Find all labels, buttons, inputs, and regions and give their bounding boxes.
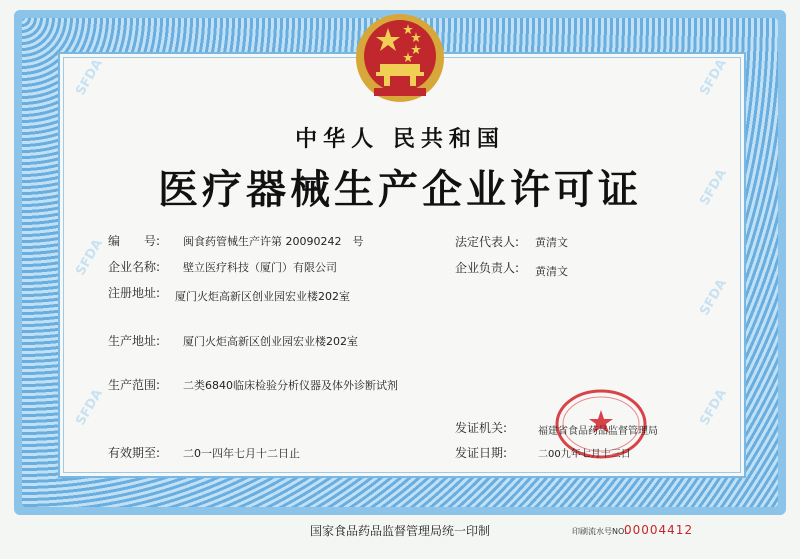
watermark-text: SFDA bbox=[73, 56, 106, 99]
production-address-value: 厦门火炬高新区创业园宏业楼202室 bbox=[183, 335, 358, 348]
country-title: 中华人 民共和国 bbox=[295, 127, 505, 152]
legal-representative-label: 法定代表人: bbox=[455, 235, 520, 249]
production-address-label: 生产地址: bbox=[108, 334, 161, 348]
issuing-authority-value: 福建省食品药品监督管理局 bbox=[538, 426, 658, 437]
enterprise-manager-label: 企业负责人: bbox=[455, 261, 520, 275]
issuing-authority-label: 发证机关: bbox=[455, 421, 508, 435]
valid-until-label: 有效期至: bbox=[108, 446, 161, 460]
watermark-text: SFDA bbox=[73, 386, 106, 429]
valid-until-value: 二0一四年七月十二日止 bbox=[183, 447, 300, 460]
national-emblem-icon bbox=[352, 8, 448, 108]
enterprise-manager-value: 黄清文 bbox=[535, 265, 568, 278]
watermark-text: SFDA bbox=[697, 56, 730, 99]
registered-address-label: 注册地址: bbox=[108, 286, 161, 300]
watermark-text: SFDA bbox=[697, 386, 730, 429]
production-scope-label: 生产范围: bbox=[108, 378, 161, 392]
certificate-title: 医疗器械生产企业许可证 bbox=[158, 167, 642, 213]
company-label: 企业名称: bbox=[108, 260, 161, 274]
number-value: 闽食药管械生产许第 20090242 号 bbox=[183, 235, 364, 248]
issue-date-value: 二00九年七月十三日 bbox=[538, 449, 631, 460]
printing-authority: 国家食品药品监督管理局统一印制 bbox=[309, 524, 490, 538]
number-label: 编 号: bbox=[108, 234, 161, 248]
watermark-text: SFDA bbox=[697, 276, 730, 319]
legal-representative-value: 黄清文 bbox=[535, 236, 568, 249]
registered-address-value: 厦门火炬高新区创业园宏业楼202室 bbox=[175, 290, 350, 303]
watermark-text: SFDA bbox=[73, 236, 106, 279]
serial-number-label: 印刷流水号NO: bbox=[572, 527, 627, 536]
issue-date-label: 发证日期: bbox=[455, 446, 508, 460]
watermark-text: SFDA bbox=[697, 166, 730, 209]
serial-number-value: 00004412 bbox=[624, 523, 694, 537]
company-value: 壁立医疗科技（厦门）有限公司 bbox=[183, 261, 337, 274]
production-scope-value: 二类6840临床检验分析仪器及体外诊断试剂 bbox=[183, 379, 398, 392]
